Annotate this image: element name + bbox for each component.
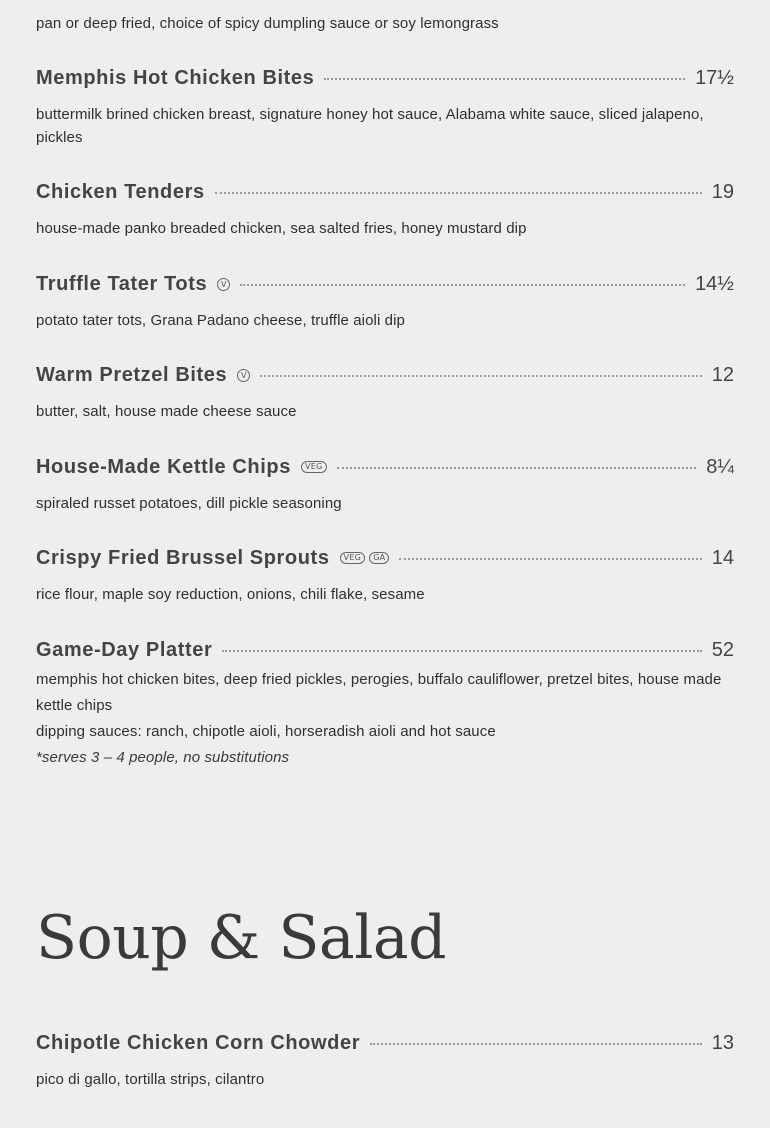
dotted-leader	[370, 1043, 702, 1045]
dotted-leader	[222, 650, 701, 652]
item-description: spiraled russet potatoes, dill pickle seasoning	[36, 495, 342, 512]
dotted-leader	[240, 284, 685, 286]
item-price: 52	[711, 638, 734, 661]
menu-item-chicken-tenders	[36, 178, 734, 206]
item-description: house-made panko breaded chicken, sea salted fries, honey mustard dip	[36, 220, 527, 237]
item-name: Truffle Tater Tots	[36, 272, 208, 295]
menu-item-game-day-platter	[36, 636, 734, 664]
item-price: 13	[711, 1031, 734, 1054]
item-price: 17½	[695, 66, 734, 89]
item-note: *serves 3 – 4 people, no substitutions	[36, 749, 290, 766]
item-name: House-Made Kettle Chips	[36, 455, 291, 478]
item-price: 14½	[695, 272, 734, 295]
item-name: Chipotle Chicken Corn Chowder	[36, 1031, 361, 1054]
vegan-badge-icon: VEG	[301, 461, 327, 473]
item-description: pico di gallo, tortilla strips, cilantro	[36, 1071, 265, 1088]
dotted-leader	[337, 467, 697, 469]
gluten-aware-badge-icon: GA	[369, 552, 389, 564]
dotted-leader	[324, 78, 685, 80]
dietary-badges	[237, 369, 250, 382]
item-name: Crispy Fried Brussel Sprouts	[36, 546, 330, 569]
item-name: Chicken Tenders	[36, 180, 205, 203]
item-description: buttermilk brined chicken breast, signature honey hot sauce, Alabama white sauce, sliced jalapeno, pickles	[36, 106, 704, 146]
dotted-leader	[399, 558, 701, 560]
item-description: butter, salt, house made cheese sauce	[36, 403, 297, 420]
item-price: 8¼	[706, 455, 734, 478]
dietary-badges	[340, 552, 390, 564]
item-price: 19	[711, 180, 734, 203]
dietary-badges	[217, 278, 230, 291]
item-name: Warm Pretzel Bites	[36, 363, 228, 386]
vegan-badge-icon: VEG	[340, 552, 366, 564]
item-name: Memphis Hot Chicken Bites	[36, 66, 315, 89]
vegetarian-badge-icon: V	[237, 369, 250, 382]
item-price: 14	[711, 546, 734, 569]
item-description: memphis hot chicken bites, deep fried pickles, perogies, buffalo cauliflower, pretzel bites, house made kettle chips dipping sauces: ranch, chipotle aioli, horseradish aioli and hot sauce *serves 3 – 4 people, no substitutions	[36, 667, 734, 771]
menu-item-crispy-fried-brussel-sprouts	[36, 544, 734, 572]
item-description: potato tater tots, Grana Padano cheese, truffle aioli dip	[36, 312, 405, 329]
menu-item-chipotle-chicken-corn-chowder	[36, 1029, 734, 1057]
dotted-leader	[215, 192, 702, 194]
item-price: 12	[711, 363, 734, 386]
menu-item-memphis-hot-chicken-bites	[36, 64, 734, 92]
menu-page	[36, 0, 734, 1128]
item-description: rice flour, maple soy reduction, onions, chili flake, sesame	[36, 586, 425, 603]
menu-item-house-made-kettle-chips	[36, 453, 734, 481]
section-title: Soup & Salad	[36, 903, 447, 973]
menu-item-warm-pretzel-bites	[36, 361, 734, 389]
item-description: pan or deep fried, choice of spicy dumpling sauce or soy lemongrass	[36, 15, 499, 32]
dotted-leader	[260, 375, 702, 377]
item-name: Game-Day Platter	[36, 638, 213, 661]
dietary-badges	[301, 461, 327, 473]
vegetarian-badge-icon: V	[217, 278, 230, 291]
menu-item-truffle-tater-tots	[36, 270, 734, 298]
